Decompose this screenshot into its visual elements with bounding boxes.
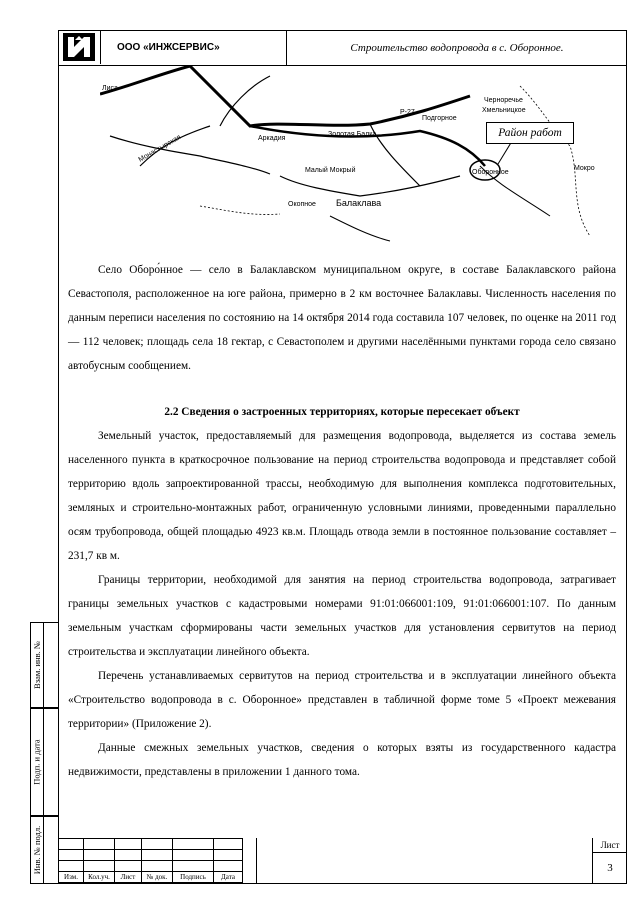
para-2: Земельный участок, предоставляемый для размещения водопровода, выделяется из состава земель населенного пункта в краткосрочное пользование на период строительства водопровода и представляет собой территорию вдоль запроектированной трассы, необходимую для выполнения комплекса подготовительных, земляных и строительно-монтажных работ, ограниченную условными линиями, проведенными параллельно осям трубопровода, общей площадью 4923 кв.м. Площадь отвода земли в постоянное пользование составляет – 231,7 кв м.: [68, 430, 616, 562]
sheet-label: Лист: [593, 838, 627, 853]
company-logo-icon: [58, 30, 101, 64]
stamp-col-podpis: Подпись: [173, 872, 214, 883]
sheet-number: 3: [607, 862, 613, 874]
para-5: Данные смежных земельных участков, сведения о которых взяты из государственного кадастра недвижимости, представлены в приложении 1 данного тома.: [68, 742, 616, 778]
stamp-col-izm: Изм.: [59, 872, 84, 883]
svg-text:Аркадия: Аркадия: [258, 135, 286, 142]
svg-text:Черноречье: Черноречье: [484, 97, 523, 104]
para-1: Село Оборо́нное — село в Балаклавском муниципальном округе, в составе Балаклавского района Севастополя, расположенное на юге района, примерно в 2 км восточнее Балаклавы. Численность населения по данным переписи населения по состоянию на 14 октября 2014 года составила 107 человек, по оценке на 2011 год — 112 человек; площадь села 18 гектар, с Севастополем и другими населёнными пунктами города село связано автобусным сообщением.: [68, 264, 616, 372]
stamp-table: [58, 838, 243, 883]
svg-text:Р-27: Р-27: [400, 109, 415, 116]
side-label-inv: Инв. № подл.: [32, 825, 42, 875]
section-2-2: [68, 400, 616, 784]
svg-text:Лиса: Лиса: [102, 85, 118, 92]
location-map: [100, 66, 616, 262]
svg-text:Оборонное: Оборонное: [472, 169, 509, 176]
work-area-callout: Район работ: [486, 122, 574, 144]
side-inv-podl: [30, 816, 58, 884]
sheet-box: [592, 838, 627, 884]
svg-text:Подгорное: Подгорное: [422, 115, 457, 122]
side-vzam-inv: [30, 622, 58, 708]
body-paragraph-1: [68, 258, 616, 378]
stamp-col-kolych: Кол.уч.: [84, 872, 115, 883]
svg-text:Золотая Балка: Золотая Балка: [328, 131, 377, 138]
svg-text:Мокро: Мокро: [574, 165, 595, 172]
project-title: Строительство водопровода в с. Оборонное.: [350, 41, 564, 54]
section-heading: 2.2 Сведения о застроенных территориях, которые пересекает объект: [164, 406, 520, 418]
stamp-col-data: Дата: [214, 872, 243, 883]
svg-text:Монастырская: Монастырская: [137, 133, 183, 164]
side-label-vzam: Взам. инв. №: [32, 641, 42, 689]
side-label-podp: Подп. и дата: [32, 739, 43, 785]
svg-text:Малый Мокрый: Малый Мокрый: [305, 167, 356, 174]
side-podp-data: [30, 708, 58, 816]
stamp-col-ndok: № док.: [142, 872, 173, 883]
company-name: ООО «ИНЖСЕРВИС»: [101, 30, 287, 65]
title-block: [58, 838, 627, 884]
svg-text:Балаклава: Балаклава: [336, 198, 382, 208]
stamp-col-list: Лист: [115, 872, 142, 883]
header: [58, 30, 627, 66]
svg-text:Окопное: Окопное: [288, 201, 316, 208]
para-4: Перечень устанавливаемых сервитутов на период строительства и в эксплуатации линейного объекта «Строительство водопровода в с. Оборонное» представлен в табличной форме томе 5 «Проект межевания территории» (Приложение 2).: [68, 670, 616, 730]
svg-text:Хмельницкое: Хмельницкое: [482, 107, 526, 114]
para-3: Границы территории, необходимой для занятия на период строительства водопровода, затрагивает границы земельных участков с кадастровыми номерами 91:01:066001:109, 91:01:066001:107. По данным земельным участкам сформированы части земельных участков для установления сервитутов на период строительства и эксплуатации линейного объекта.: [68, 574, 616, 658]
